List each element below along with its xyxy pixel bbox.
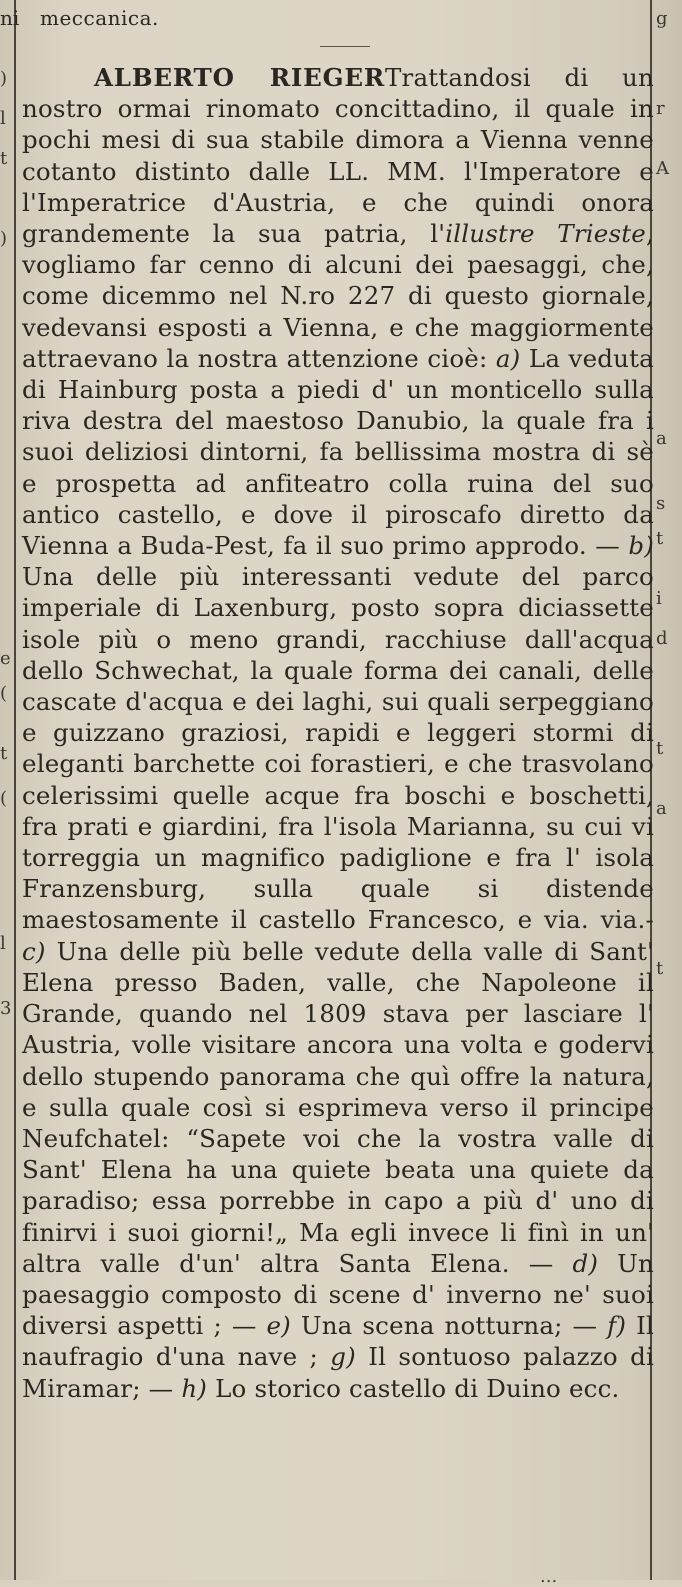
margin-letter: l: [0, 933, 6, 954]
margin-letter: r: [656, 98, 665, 119]
margin-letter: ): [0, 68, 8, 89]
margin-letter: t: [0, 148, 8, 169]
margin-letter: (: [0, 788, 8, 809]
item-marker-d: d): [572, 1248, 599, 1278]
margin-letter: (: [0, 683, 8, 704]
item-b-text: Una delle più interessanti vedute del parco imperiale di Laxenburg, posto sopra diciassette isole più o meno grandi, racchiuse dall'acqua dello Schwechat, la quale forma dei canali, delle cascate d'acqua e dei laghi, sui quali serpeggiano e guizzano graziosi, rapidi e leggeri stormi di eleganti barchette coi forastieri, e che trasvolano celerissimi quelle acque fra boschi e boschetti, fra prati e giardini, fra l'isola Marianna, su cui vi torreggia un magnifico padiglione e fra l' isola Franzensburg, sulla quale si distende maestosamente il castello Francesco, e via. via.-: [22, 562, 654, 935]
margin-letter: 3: [0, 998, 12, 1019]
item-g-text: Il sontuoso palazzo di Miramar; —: [22, 1342, 654, 1403]
item-f-text: Il naufragio d'una nave ;: [22, 1311, 655, 1372]
article-body: , vogliamo far cenno di alcuni dei paesaggi, che, come dicemmo nel N.ro 227 di questo giornale, vedevansi esposti a Vienna, e che maggiormente attraevano la nostra attenzione cioè:: [22, 219, 654, 373]
item-e-text: Una scena notturna; —: [290, 1311, 608, 1341]
article-alberto-rieger: [22, 62, 654, 1404]
margin-letter: a: [656, 798, 667, 819]
author-name: ALBERTO RIEGER: [94, 63, 385, 92]
column-rule-left: [14, 0, 16, 1580]
journal-name: illustre Trieste: [445, 219, 646, 249]
article-separator: [320, 46, 370, 47]
left-margin-fragments: [0, 0, 14, 1580]
item-marker-c: c): [22, 936, 46, 966]
item-d-text: Un paesaggio composto di scene d' inverno ne' suoi diversi aspetti ; —: [22, 1248, 654, 1341]
margin-letter: t: [656, 528, 664, 549]
article-intro: Trattandosi di un nostro ormai rinomato concittadino, il quale in pochi mesi di sua stabile dimora a Vienna venne cotanto distinto dalle LL. MM. l'Imperatore e l'Imperatrice d'Austria, e che quindi onora grandemente la sua patria, l': [22, 63, 654, 249]
margin-letter: t: [0, 743, 8, 764]
previous-article-ending: meccanica.: [40, 6, 159, 30]
item-marker-e: e): [266, 1311, 291, 1341]
margin-letter: ): [0, 228, 8, 249]
item-marker-g: g): [330, 1342, 356, 1372]
margin-letter: i: [656, 588, 662, 609]
margin-letter: s: [656, 493, 666, 514]
item-marker-f: f): [607, 1311, 627, 1341]
item-marker-a: a): [495, 343, 521, 373]
margin-letter: d: [656, 628, 668, 649]
item-a-text: La veduta di Hainburg posta a piedi d' un monticello sulla riva destra del maestoso Danubio, la quale fra i suoi deliziosi dintorni, fa bellissima mostra di sè e prospetta ad anfiteatro colla ruina del suo antico castello, e dove il piroscafo diretto da Vienna a Buda-Pest, fa il suo primo approdo. —: [22, 343, 654, 561]
article-paragraph: [22, 62, 654, 1404]
item-marker-h: h): [181, 1373, 208, 1403]
prev-column-fragment: ni: [0, 6, 20, 30]
right-margin-fragments: [656, 0, 682, 1580]
margin-letter: a: [656, 428, 667, 449]
margin-letter: e: [0, 648, 11, 669]
margin-letter: A: [656, 158, 669, 179]
item-h-text: Lo storico castello di Duino ecc.: [207, 1373, 620, 1403]
next-article-cut-line: ...: [540, 1566, 558, 1587]
margin-letter: l: [0, 108, 6, 129]
margin-letter: t: [656, 958, 664, 979]
margin-letter: t: [656, 738, 664, 759]
margin-letter: g: [656, 8, 668, 29]
item-marker-b: b): [628, 531, 654, 561]
item-c-text: Una delle più belle vedute della valle di Sant' Elena presso Baden, valle, che Napoleone il Grande, quando nel 1809 stava per lasciare l' Austria, volle visitare ancora una volta e godervi dello stupendo panorama che quì offre la natura, e sulla quale così si esprimeva verso il principe Neufchatel: “Sapete voi che la vostra valle di Sant' Elena ha una quiete beata una quiete da paradiso; essa porrebbe in capo a più d' uno di finirvi i suoi giorni!„ Ma egli invece li finì in un' altra valle d'un' altra Santa Elena. —: [22, 936, 654, 1278]
